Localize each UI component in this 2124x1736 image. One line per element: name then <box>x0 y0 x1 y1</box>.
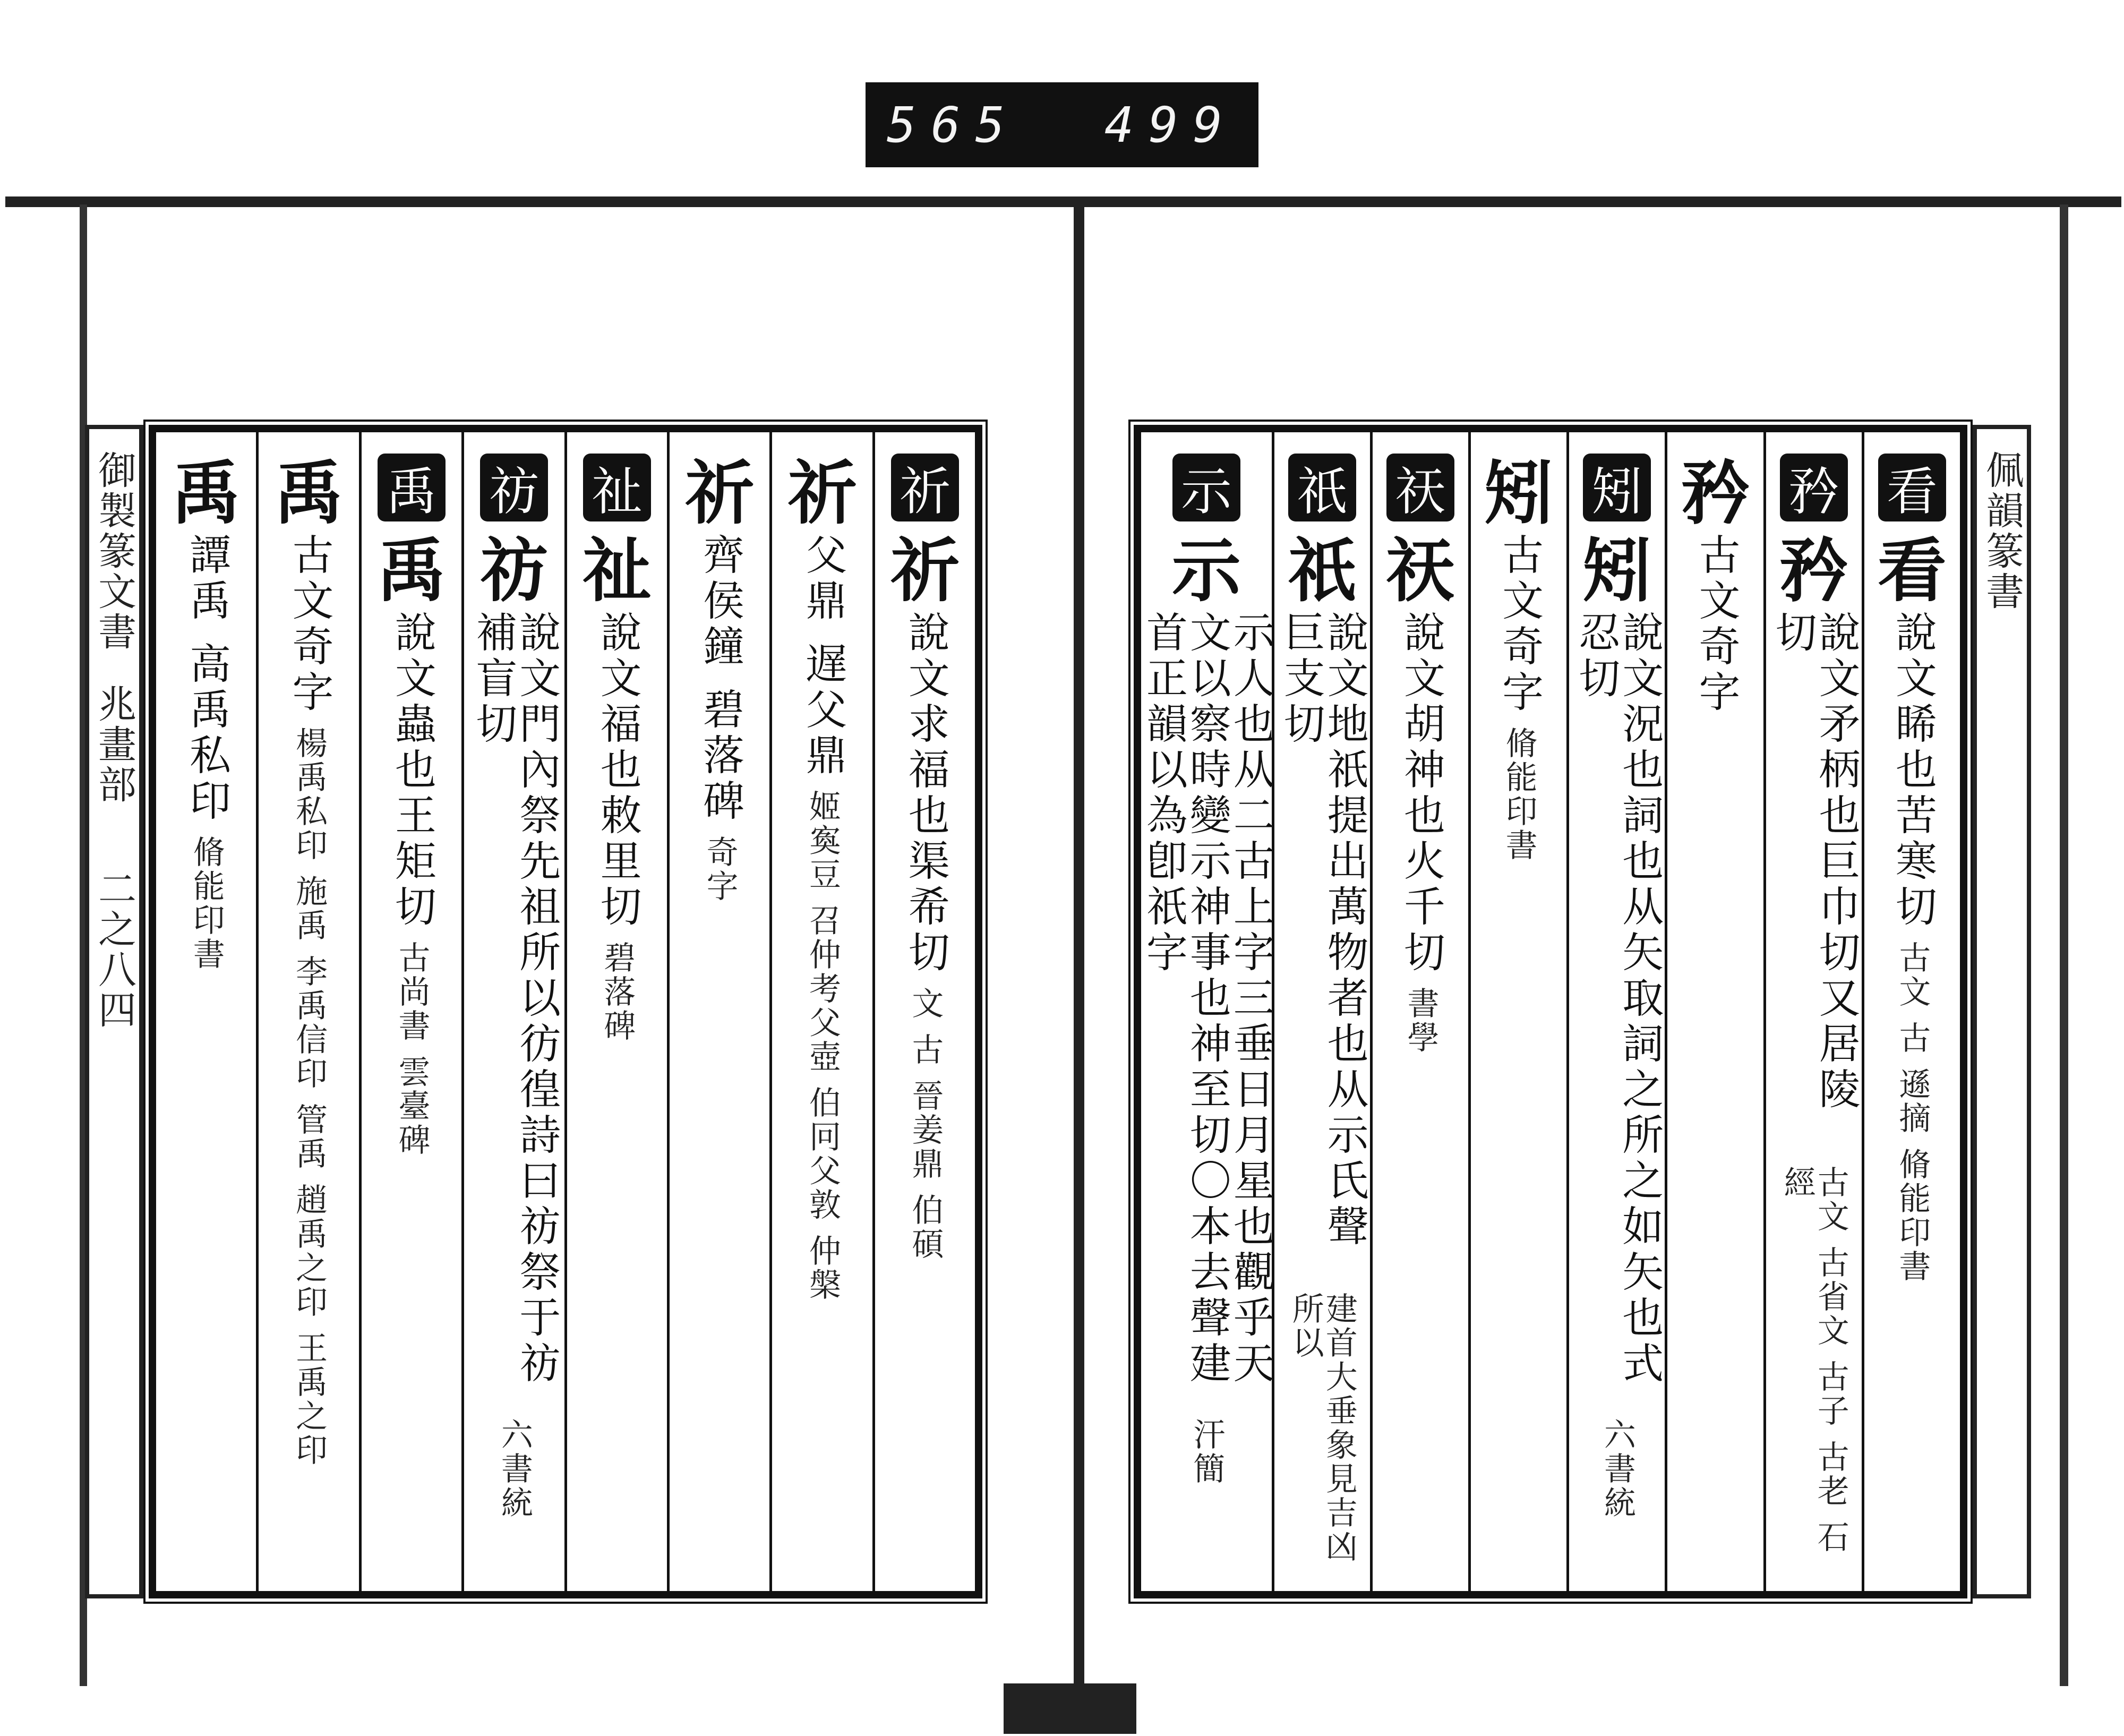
seal-script-glyph: 祆 <box>1385 530 1455 611</box>
headword-badge: 祊 <box>480 454 548 521</box>
headword-badge: 禹 <box>378 454 446 521</box>
left_page-column <box>872 432 975 1591</box>
right-margin-title: 佩韻篆書 <box>1980 450 2024 612</box>
entry-note: 姬寏豆 召仲考父壺 伯冋父敦 仲槃 <box>803 789 841 1303</box>
right_page-column <box>1370 432 1468 1591</box>
seal-script-glyph: 禹 <box>274 452 344 534</box>
entry-note: 書學 <box>1402 987 1440 1055</box>
left-margin-strip <box>85 425 143 1598</box>
headword-badge: 矧 <box>1583 454 1651 521</box>
right_page-column <box>1272 432 1370 1591</box>
seal-script-glyph: 矜 <box>1681 452 1750 534</box>
left_page-column <box>256 432 358 1591</box>
seal-script-glyph: 祈 <box>787 452 857 534</box>
left_page-column <box>564 432 667 1591</box>
entry-text: 古文奇字 <box>285 533 333 716</box>
left-text-panel <box>149 425 982 1598</box>
right_page-column <box>1763 432 1862 1591</box>
entry-note: 碧落碑 <box>598 941 636 1043</box>
seal-script-glyph: 祉 <box>582 530 652 611</box>
right_page-column <box>1141 432 1272 1591</box>
archive-number-left: 565 <box>887 96 1020 153</box>
headword-badge: 示 <box>1172 454 1240 521</box>
entry-note: 奇字 <box>701 835 739 903</box>
entry-text: 譚禹 高禹私印 <box>183 533 231 825</box>
entry-note: 建首大垂象見吉凶所以 <box>1287 1292 1358 1564</box>
seal-script-glyph: 祊 <box>479 530 549 611</box>
right_page-column <box>1862 432 1960 1591</box>
entry-text: 說文睎也苦寒切 <box>1888 611 1937 930</box>
seal-script-glyph: 矜 <box>1779 530 1848 611</box>
left-margin-section: 兆畫部 <box>92 684 136 805</box>
left_page-column <box>769 432 872 1591</box>
seal-script-glyph: 示 <box>1171 530 1241 611</box>
seal-script-glyph: 祈 <box>685 452 755 534</box>
entry-text: 說文求福也渠希切 <box>901 611 949 976</box>
left_page-column <box>667 432 769 1591</box>
entry-text: 齊侯鐘 碧落碑 <box>696 533 744 825</box>
right_page-column <box>1468 432 1566 1591</box>
headword-badge: 祇 <box>1288 454 1356 521</box>
entry-text: 說文門內祭先祖所以彷徨詩曰祊祭于祊補盲切 <box>469 611 561 1387</box>
seal-script-glyph: 祇 <box>1287 530 1357 611</box>
entry-text: 說文矛柄也巨巾切又居陵切 <box>1768 611 1860 1113</box>
left-margin-title: 御製篆文書 <box>92 450 136 652</box>
headword-badge: 矜 <box>1780 454 1848 521</box>
entry-note: 六書統 <box>495 1418 533 1520</box>
entry-text: 說文況也詞也从矢取詞之所之如矢也式忍切 <box>1572 611 1664 1387</box>
entry-note: 古文 古省文 古子 古老 石經 <box>1778 1166 1849 1555</box>
entry-note: 脩能印書 <box>1500 726 1538 862</box>
entry-note: 文 古 晉姜鼎 伯碩 <box>906 987 944 1262</box>
headword-badge: 看 <box>1878 454 1946 521</box>
archive-label <box>866 82 1258 167</box>
entry-text: 說文胡神也火千切 <box>1397 611 1445 976</box>
entry-note: 古文 古 遜摘 脩能印書 <box>1894 941 1931 1284</box>
right_page-column <box>1665 432 1763 1591</box>
seal-script-glyph: 禹 <box>172 452 241 534</box>
right-margin-strip <box>1973 425 2031 1598</box>
entry-text: 說文福也敕里切 <box>593 611 641 930</box>
left_page-column <box>359 432 461 1591</box>
entry-note: 六書統 <box>1598 1418 1636 1520</box>
entry-text: 說文地祇提出萬物者也从示氏聲巨支切 <box>1277 611 1368 1250</box>
entry-note: 汗簡 <box>1188 1418 1226 1486</box>
seal-script-glyph: 矧 <box>1582 530 1652 611</box>
left_page-column <box>461 432 564 1591</box>
archive-number-right: 499 <box>1104 96 1237 153</box>
seal-script-glyph: 看 <box>1877 530 1947 611</box>
spine-foot <box>1004 1683 1136 1734</box>
headword-badge: 祆 <box>1386 454 1454 521</box>
seal-script-glyph: 禹 <box>376 530 446 611</box>
entry-text: 示人也从二古上字三垂日月星也觀乎天文以察時變示神事也神至切〇本去聲建首正韻以為卽祇字 <box>1139 611 1274 1387</box>
entry-text: 古文奇字 <box>1692 533 1740 716</box>
headword-badge: 祈 <box>891 454 959 521</box>
entry-text: 古文奇字 <box>1495 533 1544 716</box>
entry-note: 楊禹私印 施禹 李禹信印 管禹 趙禹之印 王禹之印 <box>290 726 328 1468</box>
entry-text: 父鼎 遅父鼎 <box>799 533 847 779</box>
book-spine <box>1074 202 1084 1689</box>
entry-note: 脩能印書 <box>187 835 225 971</box>
right-text-panel <box>1134 425 1967 1598</box>
headword-badge: 祉 <box>583 454 651 521</box>
right_page-column <box>1566 432 1665 1591</box>
entry-text: 說文蟲也王矩切 <box>388 611 436 930</box>
left_page-column <box>156 432 256 1591</box>
left-margin-page: 二之八四 <box>92 869 136 1030</box>
entry-note: 古尚書 雲臺碑 <box>393 941 431 1158</box>
seal-script-glyph: 祈 <box>890 530 960 611</box>
seal-script-glyph: 矧 <box>1484 452 1554 534</box>
